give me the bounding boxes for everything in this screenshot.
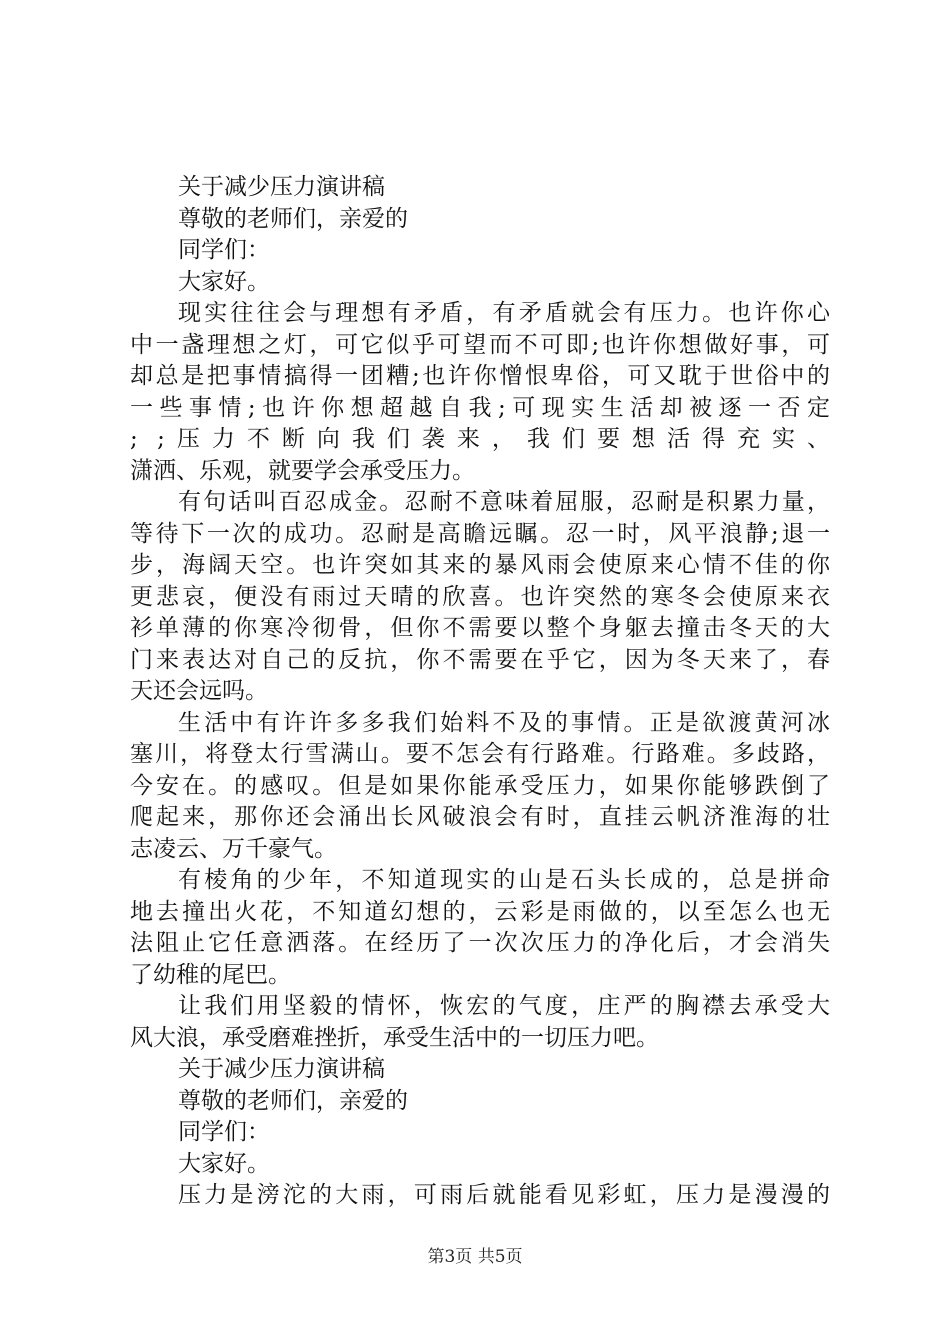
text-line: 让我们用坚毅的情怀，恢宏的气度，庄严的胸襟去承受大: [178, 993, 830, 1019]
text-line: 关于减少压力演讲稿: [178, 174, 385, 200]
text-line: 法阻止它任意洒落。在经历了一次次压力的净化后，才会消失: [130, 930, 830, 956]
text-line: 了幼稚的尾巴。: [130, 961, 291, 988]
text-line: 现实往往会与理想有矛盾，有矛盾就会有压力。也许你心: [178, 300, 830, 326]
text-line: 中一盏理想之灯，可它似乎可望而不可即;也许你想做好事，可: [130, 331, 830, 358]
text-line: 关于减少压力演讲稿: [178, 1056, 385, 1082]
text-line: 尊敬的老师们，亲爱的: [178, 1087, 408, 1114]
text-line: 门来表达对自己的反抗，你不需要在乎它，因为冬天来了，春: [130, 646, 830, 673]
text-line: 尊敬的老师们，亲爱的: [178, 205, 408, 232]
document-body: [130, 172, 830, 1212]
text-line: ; ;压力不断向我们袭来，我们要想活得充实、: [130, 426, 830, 452]
text-line: 一些事情;也许你想超越自我;可现实生活却被逐一否定: [130, 394, 830, 421]
text-line: 生活中有许许多多我们始料不及的事情。正是欲渡黄河冰: [178, 709, 830, 736]
text-line: 有棱角的少年，不知道现实的山是石头长成的，总是拼命: [178, 867, 830, 893]
text-line: 风大浪，承受磨难挫折，承受生活中的一切压力吧。: [130, 1024, 659, 1051]
text-line: 同学们：: [178, 237, 270, 263]
text-line: 有句话叫百忍成金。忍耐不意味着屈服，忍耐是积累力量，: [178, 489, 830, 515]
text-line: 步，海阔天空。也许突如其来的暴风雨会使原来心情不佳的你: [130, 552, 830, 578]
text-line: 地去撞出火花，不知道幻想的，云彩是雨做的，以至怎么也无: [130, 898, 830, 925]
text-line: 潇洒、乐观，就要学会承受压力。: [130, 457, 475, 484]
text-line: 今安在。的感叹。但是如果你能承受压力，如果你能够跌倒了: [130, 772, 830, 799]
text-line: 塞川，将登太行雪满山。要不怎会有行路难。行路难。多歧路，: [130, 741, 830, 767]
text-line: 天还会远吗。: [130, 678, 268, 704]
text-line: 爬起来，那你还会涌出长风破浪会有时，直挂云帆济淮海的壮: [130, 804, 830, 830]
text-line: 衫单薄的你寒冷彻骨，但你不需要以整个身躯去撞击冬天的大: [130, 615, 830, 641]
text-line: 大家好。: [178, 1150, 270, 1177]
page-footer: 第3页 共5页: [427, 1247, 523, 1267]
text-line: 同学们：: [178, 1119, 270, 1145]
text-line: 志凌云、万千豪气。: [130, 835, 337, 862]
text-line: 却总是把事情搞得一团糟;也许你憎恨卑俗，可又耽于世俗中的: [130, 363, 830, 389]
text-line: 大家好。: [178, 268, 270, 295]
text-line: 更悲哀，便没有雨过天晴的欣喜。也许突然的寒冬会使原来衣: [130, 583, 830, 610]
text-line: 等待下一次的成功。忍耐是高瞻远瞩。忍一时，风平浪静;退一: [130, 520, 830, 547]
text-line: 压力是滂沱的大雨，可雨后就能看见彩虹，压力是漫漫的: [178, 1182, 830, 1208]
